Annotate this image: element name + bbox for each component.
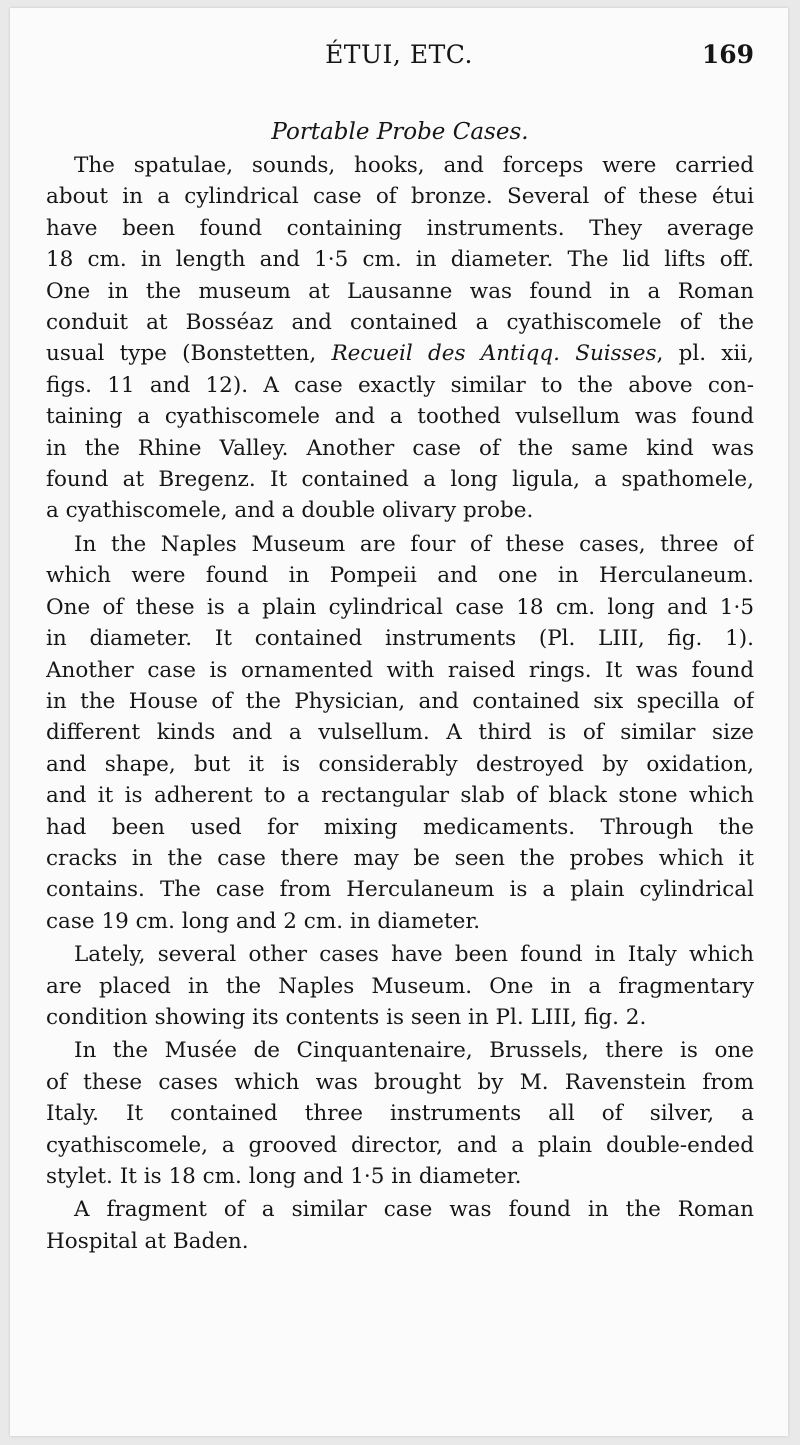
text-line: One of these is a plain cylindrical case 18 cm. long and 1·5: [46, 594, 754, 620]
text-line: figs. 11 and 12). A case exactly similar to the above con-: [46, 372, 754, 398]
text-line: contains. The case from Herculaneum is a plain cylindrical: [46, 877, 754, 903]
paragraph: [46, 939, 754, 1033]
running-head: ÉTUI, ETC.: [325, 40, 473, 69]
text-line: have been found containing instruments. They average: [46, 215, 754, 241]
paragraph: [46, 529, 754, 937]
text-line: a cyathiscomele, and a double olivary probe.: [46, 498, 534, 524]
text-line: in the House of the Physician, and contained six specilla of: [46, 688, 754, 714]
text-line: are placed in the Naples Museum. One in a fragmentary: [46, 973, 754, 999]
text-line: and shape, but it is considerably destroyed by oxidation,: [46, 751, 754, 777]
text-line: which were found in Pompeii and one in Herculaneum.: [46, 563, 754, 589]
text-line: had been used for mixing medicaments. Through the: [46, 814, 754, 840]
text-line: usual type (Bonstetten, Recueil des Antiqq. Suisses, pl. xii,: [46, 341, 754, 367]
text-line: Italy. It contained three instruments all of silver, a: [46, 1101, 754, 1127]
text-line: The spatulae, sounds, hooks, and forceps were carried: [74, 153, 754, 178]
text-line: Another case is ornamented with raised rings. It was found: [46, 657, 754, 683]
text-line: cyathiscomele, a grooved director, and a plain double-ended: [46, 1132, 754, 1158]
text-line: conduit at Bosséaz and contained a cyathiscomele of the: [46, 310, 754, 336]
page-body: [46, 116, 754, 1259]
paragraph: [46, 150, 754, 527]
text-line: in diameter. It contained instruments (Pl. LIII, fig. 1).: [46, 626, 754, 652]
text-line: One in the museum at Lausanne was found in a Roman: [46, 278, 754, 304]
text-line: 18 cm. in length and 1·5 cm. in diameter. The lid lifts off.: [46, 247, 754, 273]
page-header: [10, 36, 788, 76]
text-line: and it is adherent to a rectangular slab of black stone which: [46, 783, 754, 809]
text-line: of these cases which was brought by M. Ravenstein from: [46, 1069, 754, 1095]
text-line: taining a cyathiscomele and a toothed vulsellum was found: [46, 404, 754, 430]
text-line: about in a cylindrical case of bronze. Several of these étui: [46, 184, 754, 210]
text-line: case 19 cm. long and 2 cm. in diameter.: [46, 908, 481, 934]
text-line: A fragment of a similar case was found in the Roman: [74, 1197, 754, 1223]
text-line: In the Musée de Cinquantenaire, Brussels, there is one: [74, 1038, 754, 1064]
section-title: Portable Probe Cases.: [271, 119, 529, 145]
text-line: Hospital at Baden.: [46, 1228, 249, 1254]
book-page: [10, 8, 788, 1436]
text-line: Lately, several other cases have been found in Italy which: [74, 942, 754, 968]
page-number: 169: [701, 40, 754, 69]
text-line: found at Bregenz. It contained a long ligula, a spathomele,: [46, 467, 754, 493]
text-line: different kinds and a vulsellum. A third is of similar size: [46, 720, 754, 746]
text-line: In the Naples Museum are four of these cases, three of: [74, 531, 754, 557]
text-line: in the Rhine Valley. Another case of the same kind was: [46, 435, 754, 461]
text-line: condition showing its contents is seen in Pl. LIII, fig. 2.: [46, 1004, 647, 1030]
text-line: stylet. It is 18 cm. long and 1·5 in diameter.: [46, 1164, 522, 1189]
paragraph: [46, 1194, 754, 1257]
paragraphs: [46, 150, 754, 1257]
paragraph: [46, 1035, 754, 1192]
text-line: cracks in the case there may be seen the probes which it: [46, 845, 754, 871]
